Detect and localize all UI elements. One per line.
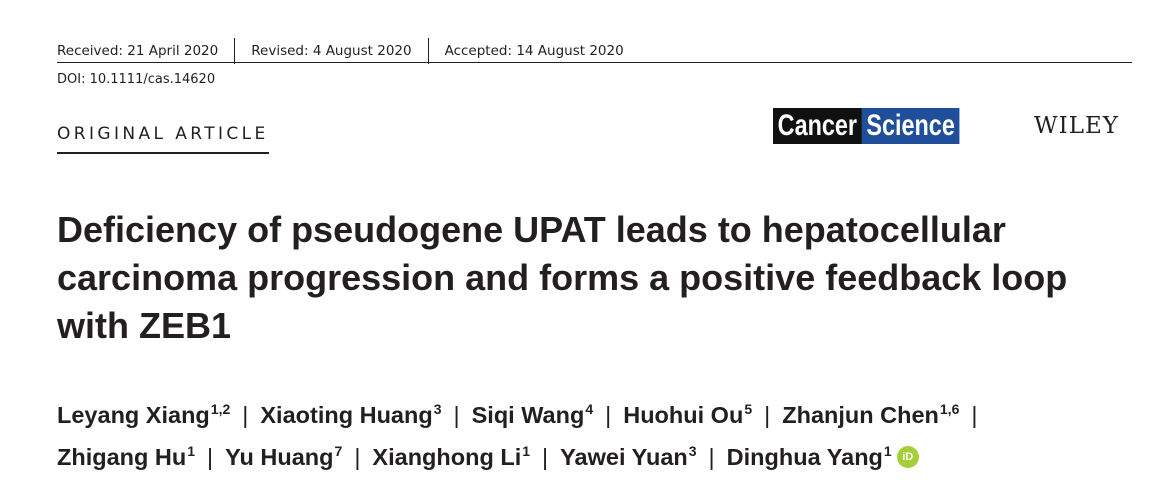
author[interactable] bbox=[57, 444, 195, 470]
author-name: Siqi Wang bbox=[471, 402, 585, 428]
author-affiliation: 1,2 bbox=[210, 401, 231, 417]
author[interactable] bbox=[727, 444, 919, 470]
paper-title: Deficiency of pseudogene UPAT leads to hepatocellular carcinoma progression and forms a positive feedback loop with ZEB1 bbox=[57, 209, 1068, 346]
author-affiliation: 1 bbox=[883, 443, 892, 459]
author-name: Dinghua Yang bbox=[726, 444, 883, 470]
author-affiliation: 3 bbox=[688, 443, 697, 459]
doi[interactable]: DOI: 10.1111/cas.14620 bbox=[57, 72, 216, 87]
date-divider bbox=[234, 38, 235, 64]
author-separator: | bbox=[354, 444, 361, 470]
date-divider bbox=[428, 38, 429, 64]
accepted-date: Accepted: 14 August 2020 bbox=[444, 43, 624, 59]
journal-logo bbox=[773, 108, 960, 144]
journal-brand[interactable] bbox=[773, 108, 1012, 144]
article-dates bbox=[57, 38, 1132, 64]
author-name: Xiaoting Huang bbox=[260, 402, 433, 428]
publisher-logo[interactable]: WILEY bbox=[1034, 113, 1119, 139]
author[interactable] bbox=[782, 402, 959, 428]
journal-logo-word-2: Science bbox=[862, 108, 960, 144]
author-separator: | bbox=[207, 444, 214, 470]
author-separator: | bbox=[764, 402, 771, 428]
header-rule bbox=[57, 62, 1132, 63]
author-name: Xianghong Li bbox=[372, 444, 522, 470]
journal-logo-word-1: Cancer bbox=[773, 108, 862, 144]
author-separator: | bbox=[605, 402, 612, 428]
author[interactable] bbox=[560, 444, 696, 470]
author-affiliation: 1,6 bbox=[939, 401, 960, 417]
author-separator: | bbox=[453, 402, 460, 428]
article-type: ORIGINAL ARTICLE bbox=[57, 124, 269, 154]
author[interactable] bbox=[472, 402, 594, 428]
author-name: Zhigang Hu bbox=[57, 444, 187, 470]
author-affiliation: 3 bbox=[433, 401, 442, 417]
author-affiliation: 1 bbox=[522, 443, 531, 459]
author[interactable] bbox=[623, 402, 752, 428]
author-affiliation: 5 bbox=[744, 401, 753, 417]
author-name: Yawei Yuan bbox=[560, 444, 688, 470]
author-separator: | bbox=[971, 402, 978, 428]
author-affiliation: 7 bbox=[334, 443, 343, 459]
author-name: Leyang Xiang bbox=[57, 402, 210, 428]
author[interactable] bbox=[225, 444, 342, 470]
author-separator: | bbox=[242, 402, 249, 428]
author[interactable] bbox=[372, 444, 530, 470]
author-name: Zhanjun Chen bbox=[782, 402, 939, 428]
author-name: Huohui Ou bbox=[623, 402, 744, 428]
orcid-icon[interactable] bbox=[897, 446, 919, 468]
author[interactable] bbox=[260, 402, 441, 428]
orcid-label: iD bbox=[902, 451, 914, 463]
author-affiliation: 4 bbox=[585, 401, 594, 417]
author[interactable] bbox=[57, 402, 230, 428]
author-affiliation: 1 bbox=[187, 443, 196, 459]
author-separator: | bbox=[708, 444, 715, 470]
author-list bbox=[57, 394, 1147, 478]
received-date: Received: 21 April 2020 bbox=[57, 43, 219, 59]
revised-date: Revised: 4 August 2020 bbox=[251, 43, 412, 59]
author-separator: | bbox=[542, 444, 549, 470]
author-name: Yu Huang bbox=[225, 444, 334, 470]
